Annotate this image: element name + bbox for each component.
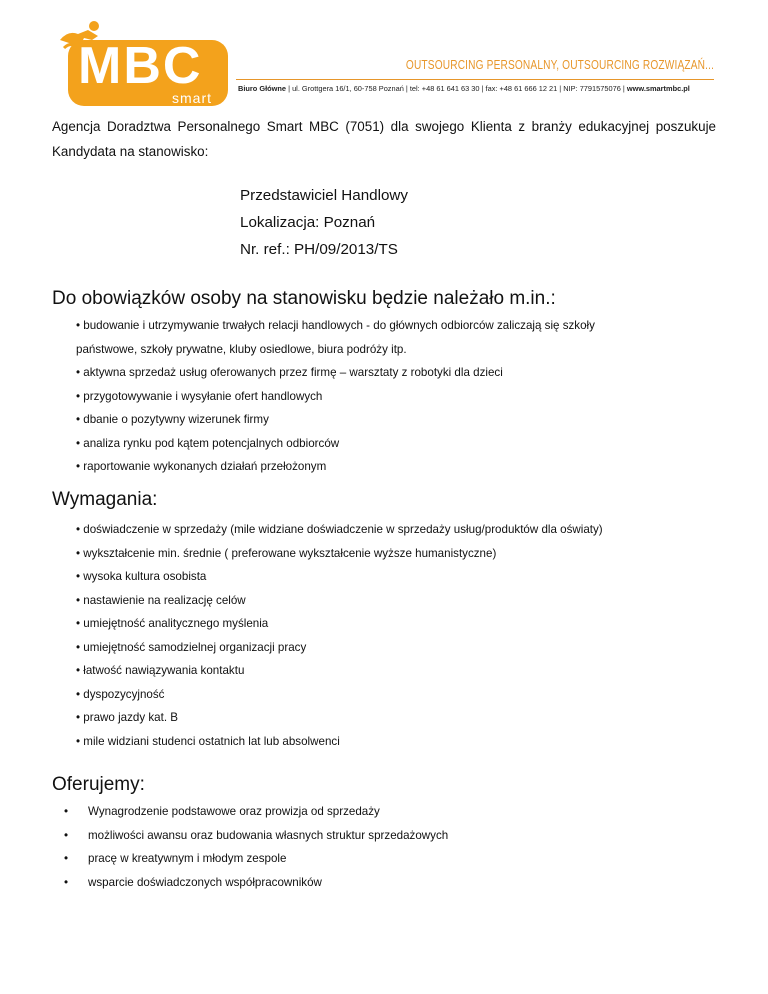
requirements-heading: Wymagania: [52,489,158,510]
list-item: • przygotowywanie i wysyłanie ofert handlowych [76,385,706,409]
position-details [240,182,408,263]
position-reference: Nr. ref.: PH/09/2013/TS [240,241,398,258]
company-logo [54,18,228,108]
list-item: • łatwość nawiązywania kontaktu [76,659,706,683]
duties-heading: Do obowiązków osoby na stanowisku będzie należało m.in.: [52,288,556,309]
company-tagline: OUTSOURCING PERSONALNY, OUTSOURCING ROZWIĄZAŃ... [405,57,714,72]
duties-list [76,314,706,479]
bullet-icon: • [64,875,69,889]
bullet-icon: • [64,805,69,818]
list-item: • mile widziani studenci ostatnich lat lub absolwenci [76,730,706,754]
position-location: Lokalizacja: Poznań [240,214,376,231]
list-item [64,871,704,895]
bullet-icon: • [64,852,69,866]
list-item [64,847,704,871]
list-item: • analiza rynku pod kątem potencjalnych odbiorców [76,432,706,456]
list-item [64,800,704,824]
list-item-text: państwowe, szkoły prywatne, kluby osiedlowe, biura podróży itp. [76,342,407,356]
list-item: • aktywna sprzedaż usług oferowanych przez firmę – warsztaty z robotyki dla dzieci [76,361,706,385]
address-label: Biuro Główne [238,84,287,93]
header-divider [236,79,714,80]
website-link[interactable]: www.smartmbc.pl [626,84,690,93]
list-item: • umiejętność analitycznego myślenia [76,612,706,636]
offer-heading: Oferujemy: [52,774,145,795]
list-item-continuation [76,338,706,362]
list-item: • prawo jazdy kat. B [76,706,706,730]
list-item [64,824,704,848]
list-item-text: możliwości awansu oraz budowania własnych struktur sprzedażowych [88,828,449,842]
logo-text: MBC [78,37,203,95]
offer-list [64,800,704,894]
logo-subtext: smart [172,90,212,106]
requirements-list [76,518,706,753]
list-item: • raportowanie wykonanych działań przełożonym [76,455,706,479]
bullet-icon: • [64,828,69,842]
list-item: • dbanie o pozytywny wizerunek firmy [76,408,706,432]
list-item: • wykształcenie min. średnie ( preferowane wykształcenie wyższe humanistyczne) [76,542,706,566]
position-title: Przedstawiciel Handlowy [240,187,408,204]
address-details: | ul. Grottgera 16/1, 60-758 Poznań | tel: +48 61 641 63 30 | fax: +48 61 666 12 21 | NIP: 7791575076 | [286,84,627,93]
list-item: • dyspozycyjność [76,683,706,707]
list-item: • doświadczenie w sprzedaży (mile widziane doświadczenie w sprzedaży usług/produktów dla oświaty) [76,518,706,542]
intro-paragraph: Agencja Doradztwa Personalnego Smart MBC (7051) dla swojego Klienta z branży edukacyjnej poszukuje Kandydata na stanowisko: [52,119,716,159]
list-item: • wysoka kultura osobista [76,565,706,589]
list-item-text: wsparcie doświadczonych współpracowników [88,875,322,889]
company-address [238,84,690,93]
list-item-text: Wynagrodzenie podstawowe oraz prowizja od sprzedaży [88,805,380,818]
list-item: • budowanie i utrzymywanie trwałych relacji handlowych - do głównych odbiorców zaliczają się szkoły [76,314,706,338]
list-item-text: pracę w kreatywnym i młodym zespole [88,852,287,866]
list-item: • nastawienie na realizację celów [76,589,706,613]
list-item: • umiejętność samodzielnej organizacji pracy [76,636,706,660]
